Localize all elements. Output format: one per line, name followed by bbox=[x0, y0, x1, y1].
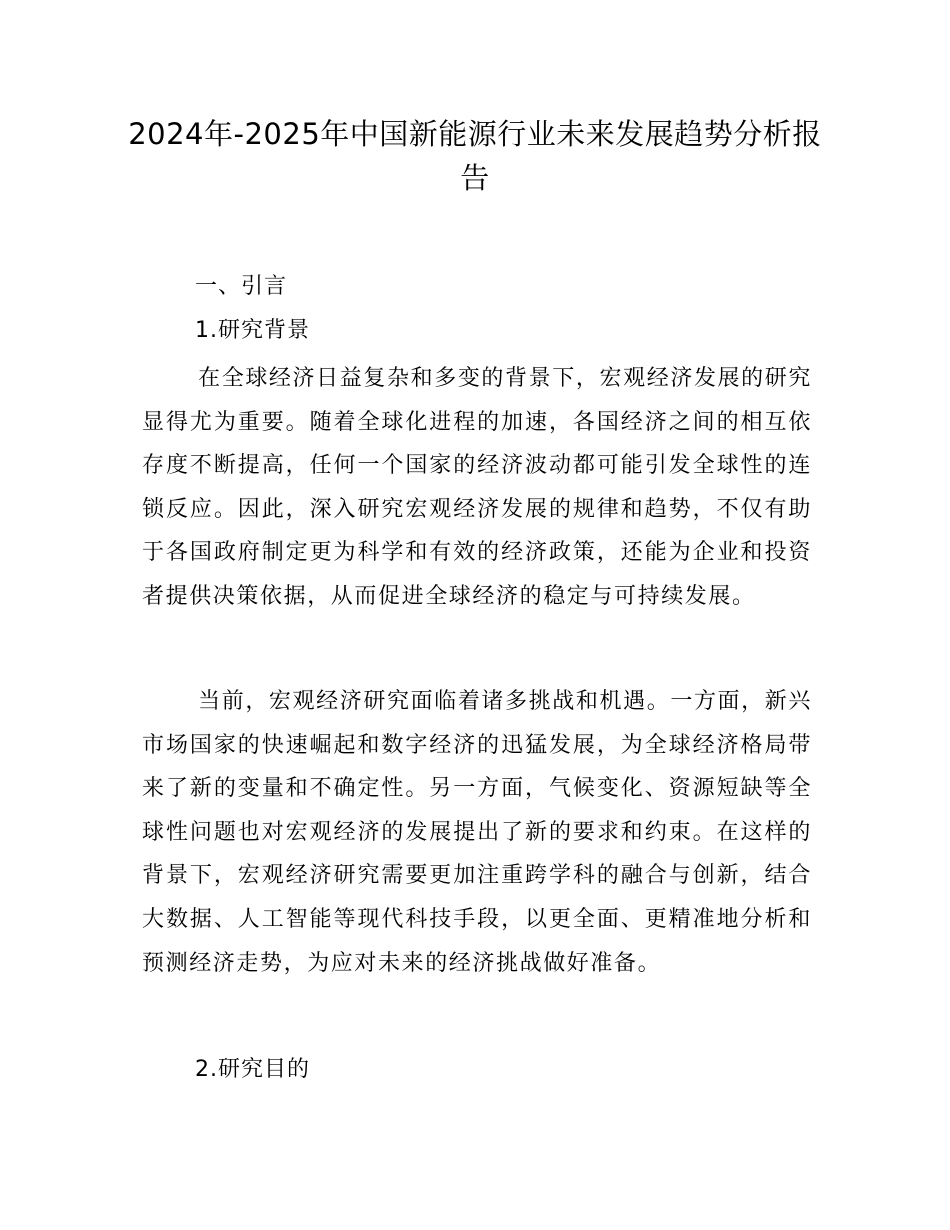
body-paragraph-2: 当前，宏观经济研究面临着诸多挑战和机遇。一方面，新兴市场国家的快速崛起和数字经济的迅猛发展，为全球经济格局带来了新的变量和不确定性。另一方面，气候变化、资源短缺等全球性问题也对宏观经济的发展提出了新的要求和约束。在这样的背景下，宏观经济研究需要更加注重跨学科的融合与创新，结合大数据、人工智能等现代科技手段，以更全面、更精准地分析和预测经济走势，为应对未来的经济挑战做好准备。 bbox=[142, 689, 812, 976]
document-title: 2024年-2025年中国新能源行业未来发展趋势分析报告 bbox=[128, 117, 822, 195]
subsection-heading-background: 1.研究背景 bbox=[195, 318, 310, 343]
section-heading-intro: 一、引言 bbox=[195, 274, 288, 299]
body-paragraph-1: 在全球经济日益复杂和多变的背景下，宏观经济发展的研究显得尤为重要。随着全球化进程的加速，各国经济之间的相互依存度不断提高，任何一个国家的经济波动都可能引发全球性的连锁反应。因此，深入研究宏观经济发展的规律和趋势，不仅有助于各国政府制定更为科学和有效的经济政策，还能为企业和投资者提供决策依据，从而促进全球经济的稳定与可持续发展。 bbox=[142, 366, 812, 609]
subsection-heading-purpose: 2.研究目的 bbox=[195, 1057, 310, 1082]
